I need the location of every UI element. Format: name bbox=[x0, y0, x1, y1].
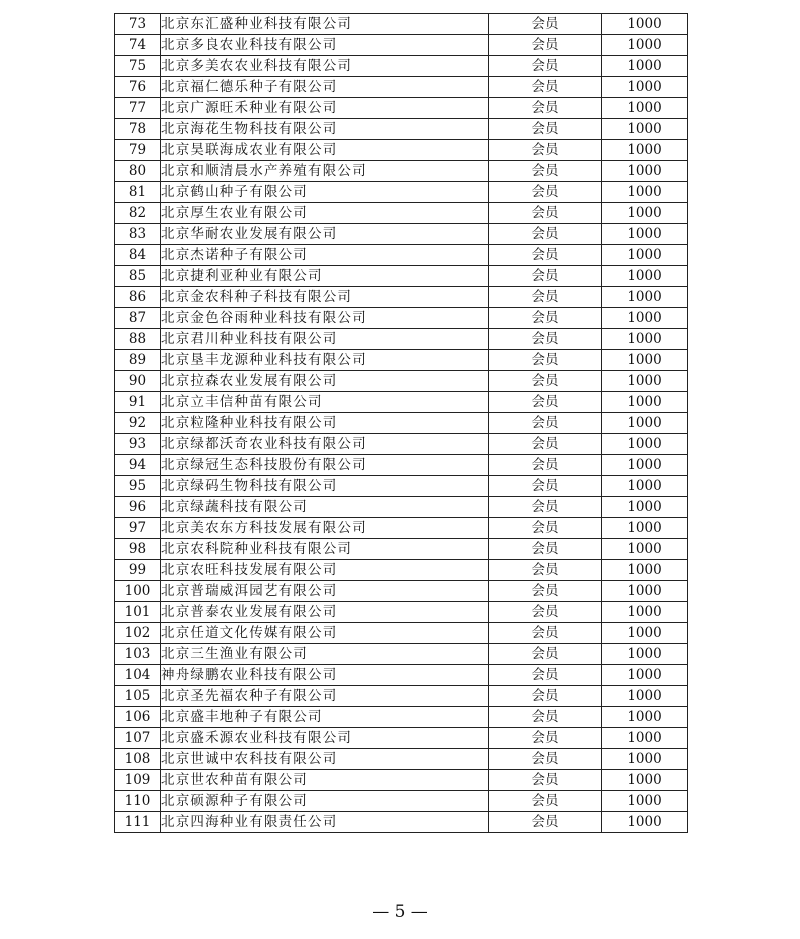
member-type: 会员 bbox=[489, 287, 602, 308]
membership-fee: 1000 bbox=[602, 224, 688, 245]
table-row bbox=[115, 287, 688, 308]
member-type: 会员 bbox=[489, 35, 602, 56]
table-row bbox=[115, 791, 688, 812]
company-name: 北京厚生农业有限公司 bbox=[161, 203, 489, 224]
company-name: 北京普泰农业发展有限公司 bbox=[161, 602, 489, 623]
member-type: 会员 bbox=[489, 539, 602, 560]
table-row bbox=[115, 455, 688, 476]
membership-fee: 1000 bbox=[602, 539, 688, 560]
member-type: 会员 bbox=[489, 371, 602, 392]
row-number: 90 bbox=[115, 371, 161, 392]
member-table bbox=[114, 13, 688, 833]
row-number: 89 bbox=[115, 350, 161, 371]
row-number: 109 bbox=[115, 770, 161, 791]
company-name: 北京和顺清晨水产养殖有限公司 bbox=[161, 161, 489, 182]
table-row bbox=[115, 707, 688, 728]
membership-fee: 1000 bbox=[602, 77, 688, 98]
membership-fee: 1000 bbox=[602, 434, 688, 455]
table-row bbox=[115, 266, 688, 287]
company-name: 北京粒隆种业科技有限公司 bbox=[161, 413, 489, 434]
company-name: 北京捷利亚种业有限公司 bbox=[161, 266, 489, 287]
table-row bbox=[115, 203, 688, 224]
row-number: 80 bbox=[115, 161, 161, 182]
company-name: 北京拉森农业发展有限公司 bbox=[161, 371, 489, 392]
row-number: 102 bbox=[115, 623, 161, 644]
member-type: 会员 bbox=[489, 560, 602, 581]
membership-fee: 1000 bbox=[602, 476, 688, 497]
table-row bbox=[115, 119, 688, 140]
member-type: 会员 bbox=[489, 749, 602, 770]
company-name: 北京绿码生物科技有限公司 bbox=[161, 476, 489, 497]
row-number: 98 bbox=[115, 539, 161, 560]
membership-fee: 1000 bbox=[602, 665, 688, 686]
company-name: 北京多美农农业科技有限公司 bbox=[161, 56, 489, 77]
row-number: 77 bbox=[115, 98, 161, 119]
company-name: 北京绿蔬科技有限公司 bbox=[161, 497, 489, 518]
company-name: 北京福仁德乐种子有限公司 bbox=[161, 77, 489, 98]
membership-fee: 1000 bbox=[602, 350, 688, 371]
row-number: 105 bbox=[115, 686, 161, 707]
membership-fee: 1000 bbox=[602, 560, 688, 581]
row-number: 73 bbox=[115, 14, 161, 35]
member-type: 会员 bbox=[489, 518, 602, 539]
row-number: 108 bbox=[115, 749, 161, 770]
membership-fee: 1000 bbox=[602, 308, 688, 329]
row-number: 86 bbox=[115, 287, 161, 308]
table-row bbox=[115, 77, 688, 98]
membership-fee: 1000 bbox=[602, 329, 688, 350]
company-name: 北京多良农业科技有限公司 bbox=[161, 35, 489, 56]
company-name: 北京金色谷雨种业科技有限公司 bbox=[161, 308, 489, 329]
company-name: 北京盛禾源农业科技有限公司 bbox=[161, 728, 489, 749]
member-type: 会员 bbox=[489, 728, 602, 749]
membership-fee: 1000 bbox=[602, 812, 688, 833]
table-row bbox=[115, 749, 688, 770]
row-number: 75 bbox=[115, 56, 161, 77]
member-type: 会员 bbox=[489, 476, 602, 497]
company-name: 北京广源旺禾种业有限公司 bbox=[161, 98, 489, 119]
membership-fee: 1000 bbox=[602, 749, 688, 770]
member-type: 会员 bbox=[489, 770, 602, 791]
row-number: 76 bbox=[115, 77, 161, 98]
membership-fee: 1000 bbox=[602, 644, 688, 665]
member-type: 会员 bbox=[489, 119, 602, 140]
membership-fee: 1000 bbox=[602, 35, 688, 56]
table-row bbox=[115, 728, 688, 749]
row-number: 88 bbox=[115, 329, 161, 350]
member-type: 会员 bbox=[489, 791, 602, 812]
member-type: 会员 bbox=[489, 644, 602, 665]
membership-fee: 1000 bbox=[602, 707, 688, 728]
page-number: — 5 — bbox=[372, 902, 428, 922]
membership-fee: 1000 bbox=[602, 728, 688, 749]
row-number: 85 bbox=[115, 266, 161, 287]
membership-fee: 1000 bbox=[602, 266, 688, 287]
membership-fee: 1000 bbox=[602, 14, 688, 35]
member-type: 会员 bbox=[489, 707, 602, 728]
company-name: 北京盛丰地种子有限公司 bbox=[161, 707, 489, 728]
member-type: 会员 bbox=[489, 602, 602, 623]
company-name: 北京世农种苗有限公司 bbox=[161, 770, 489, 791]
membership-fee: 1000 bbox=[602, 497, 688, 518]
table-row bbox=[115, 224, 688, 245]
table-row bbox=[115, 56, 688, 77]
row-number: 103 bbox=[115, 644, 161, 665]
company-name: 北京农旺科技发展有限公司 bbox=[161, 560, 489, 581]
company-name: 北京世诚中农科技有限公司 bbox=[161, 749, 489, 770]
company-name: 北京华耐农业发展有限公司 bbox=[161, 224, 489, 245]
row-number: 78 bbox=[115, 119, 161, 140]
company-name: 北京普瑞威洱园艺有限公司 bbox=[161, 581, 489, 602]
membership-fee: 1000 bbox=[602, 140, 688, 161]
company-name: 北京三生渔业有限公司 bbox=[161, 644, 489, 665]
member-table-body bbox=[115, 14, 688, 833]
table-row bbox=[115, 665, 688, 686]
table-row bbox=[115, 371, 688, 392]
company-name: 北京鹤山种子有限公司 bbox=[161, 182, 489, 203]
membership-fee: 1000 bbox=[602, 245, 688, 266]
table-row bbox=[115, 140, 688, 161]
table-row bbox=[115, 497, 688, 518]
member-type: 会员 bbox=[489, 434, 602, 455]
member-type: 会员 bbox=[489, 245, 602, 266]
company-name: 北京农科院种业科技有限公司 bbox=[161, 539, 489, 560]
table-row bbox=[115, 308, 688, 329]
membership-fee: 1000 bbox=[602, 161, 688, 182]
row-number: 95 bbox=[115, 476, 161, 497]
table-row bbox=[115, 98, 688, 119]
table-row bbox=[115, 644, 688, 665]
member-type: 会员 bbox=[489, 455, 602, 476]
row-number: 100 bbox=[115, 581, 161, 602]
membership-fee: 1000 bbox=[602, 623, 688, 644]
company-name: 北京硕源种子有限公司 bbox=[161, 791, 489, 812]
table-row bbox=[115, 560, 688, 581]
company-name: 北京四海种业有限责任公司 bbox=[161, 812, 489, 833]
table-row bbox=[115, 182, 688, 203]
member-type: 会员 bbox=[489, 140, 602, 161]
table-row bbox=[115, 392, 688, 413]
row-number: 111 bbox=[115, 812, 161, 833]
company-name: 北京金农科种子科技有限公司 bbox=[161, 287, 489, 308]
company-name: 北京圣先福农种子有限公司 bbox=[161, 686, 489, 707]
membership-fee: 1000 bbox=[602, 770, 688, 791]
member-type: 会员 bbox=[489, 308, 602, 329]
member-type: 会员 bbox=[489, 497, 602, 518]
member-type: 会员 bbox=[489, 14, 602, 35]
row-number: 106 bbox=[115, 707, 161, 728]
membership-fee: 1000 bbox=[602, 791, 688, 812]
company-name: 北京美农东方科技发展有限公司 bbox=[161, 518, 489, 539]
member-type: 会员 bbox=[489, 812, 602, 833]
table-row bbox=[115, 350, 688, 371]
row-number: 93 bbox=[115, 434, 161, 455]
row-number: 74 bbox=[115, 35, 161, 56]
membership-fee: 1000 bbox=[602, 581, 688, 602]
company-name: 北京杰诺种子有限公司 bbox=[161, 245, 489, 266]
row-number: 96 bbox=[115, 497, 161, 518]
row-number: 94 bbox=[115, 455, 161, 476]
company-name: 北京任道文化传媒有限公司 bbox=[161, 623, 489, 644]
membership-fee: 1000 bbox=[602, 287, 688, 308]
table-row bbox=[115, 623, 688, 644]
membership-fee: 1000 bbox=[602, 413, 688, 434]
table-row bbox=[115, 245, 688, 266]
table-row bbox=[115, 602, 688, 623]
row-number: 84 bbox=[115, 245, 161, 266]
membership-fee: 1000 bbox=[602, 56, 688, 77]
member-type: 会员 bbox=[489, 98, 602, 119]
table-row bbox=[115, 434, 688, 455]
membership-fee: 1000 bbox=[602, 182, 688, 203]
table-row bbox=[115, 812, 688, 833]
row-number: 104 bbox=[115, 665, 161, 686]
table-row bbox=[115, 14, 688, 35]
row-number: 79 bbox=[115, 140, 161, 161]
row-number: 92 bbox=[115, 413, 161, 434]
member-type: 会员 bbox=[489, 665, 602, 686]
table-row bbox=[115, 161, 688, 182]
company-name: 北京垦丰龙源种业科技有限公司 bbox=[161, 350, 489, 371]
member-type: 会员 bbox=[489, 224, 602, 245]
membership-fee: 1000 bbox=[602, 392, 688, 413]
row-number: 97 bbox=[115, 518, 161, 539]
member-type: 会员 bbox=[489, 686, 602, 707]
table-row bbox=[115, 518, 688, 539]
table-row bbox=[115, 35, 688, 56]
company-name: 北京海花生物科技有限公司 bbox=[161, 119, 489, 140]
table-row bbox=[115, 770, 688, 791]
company-name: 北京君川种业科技有限公司 bbox=[161, 329, 489, 350]
membership-fee: 1000 bbox=[602, 518, 688, 539]
table-row bbox=[115, 329, 688, 350]
row-number: 83 bbox=[115, 224, 161, 245]
member-type: 会员 bbox=[489, 77, 602, 98]
table-row bbox=[115, 686, 688, 707]
member-type: 会员 bbox=[489, 56, 602, 77]
row-number: 87 bbox=[115, 308, 161, 329]
membership-fee: 1000 bbox=[602, 602, 688, 623]
row-number: 91 bbox=[115, 392, 161, 413]
member-type: 会员 bbox=[489, 161, 602, 182]
member-type: 会员 bbox=[489, 623, 602, 644]
member-type: 会员 bbox=[489, 413, 602, 434]
row-number: 101 bbox=[115, 602, 161, 623]
row-number: 110 bbox=[115, 791, 161, 812]
member-type: 会员 bbox=[489, 581, 602, 602]
table-row bbox=[115, 413, 688, 434]
row-number: 107 bbox=[115, 728, 161, 749]
member-type: 会员 bbox=[489, 350, 602, 371]
row-number: 99 bbox=[115, 560, 161, 581]
membership-fee: 1000 bbox=[602, 203, 688, 224]
table-row bbox=[115, 476, 688, 497]
membership-fee: 1000 bbox=[602, 686, 688, 707]
company-name: 北京立丰信种苗有限公司 bbox=[161, 392, 489, 413]
company-name: 神舟绿鹏农业科技有限公司 bbox=[161, 665, 489, 686]
membership-fee: 1000 bbox=[602, 119, 688, 140]
membership-fee: 1000 bbox=[602, 98, 688, 119]
member-type: 会员 bbox=[489, 266, 602, 287]
company-name: 北京绿都沃奇农业科技有限公司 bbox=[161, 434, 489, 455]
member-type: 会员 bbox=[489, 203, 602, 224]
company-name: 北京昊联海成农业有限公司 bbox=[161, 140, 489, 161]
membership-fee: 1000 bbox=[602, 455, 688, 476]
membership-fee: 1000 bbox=[602, 371, 688, 392]
member-type: 会员 bbox=[489, 329, 602, 350]
row-number: 81 bbox=[115, 182, 161, 203]
member-type: 会员 bbox=[489, 182, 602, 203]
table-row bbox=[115, 581, 688, 602]
company-name: 北京绿冠生态科技股份有限公司 bbox=[161, 455, 489, 476]
table-row bbox=[115, 539, 688, 560]
row-number: 82 bbox=[115, 203, 161, 224]
member-type: 会员 bbox=[489, 392, 602, 413]
company-name: 北京东汇盛种业科技有限公司 bbox=[161, 14, 489, 35]
